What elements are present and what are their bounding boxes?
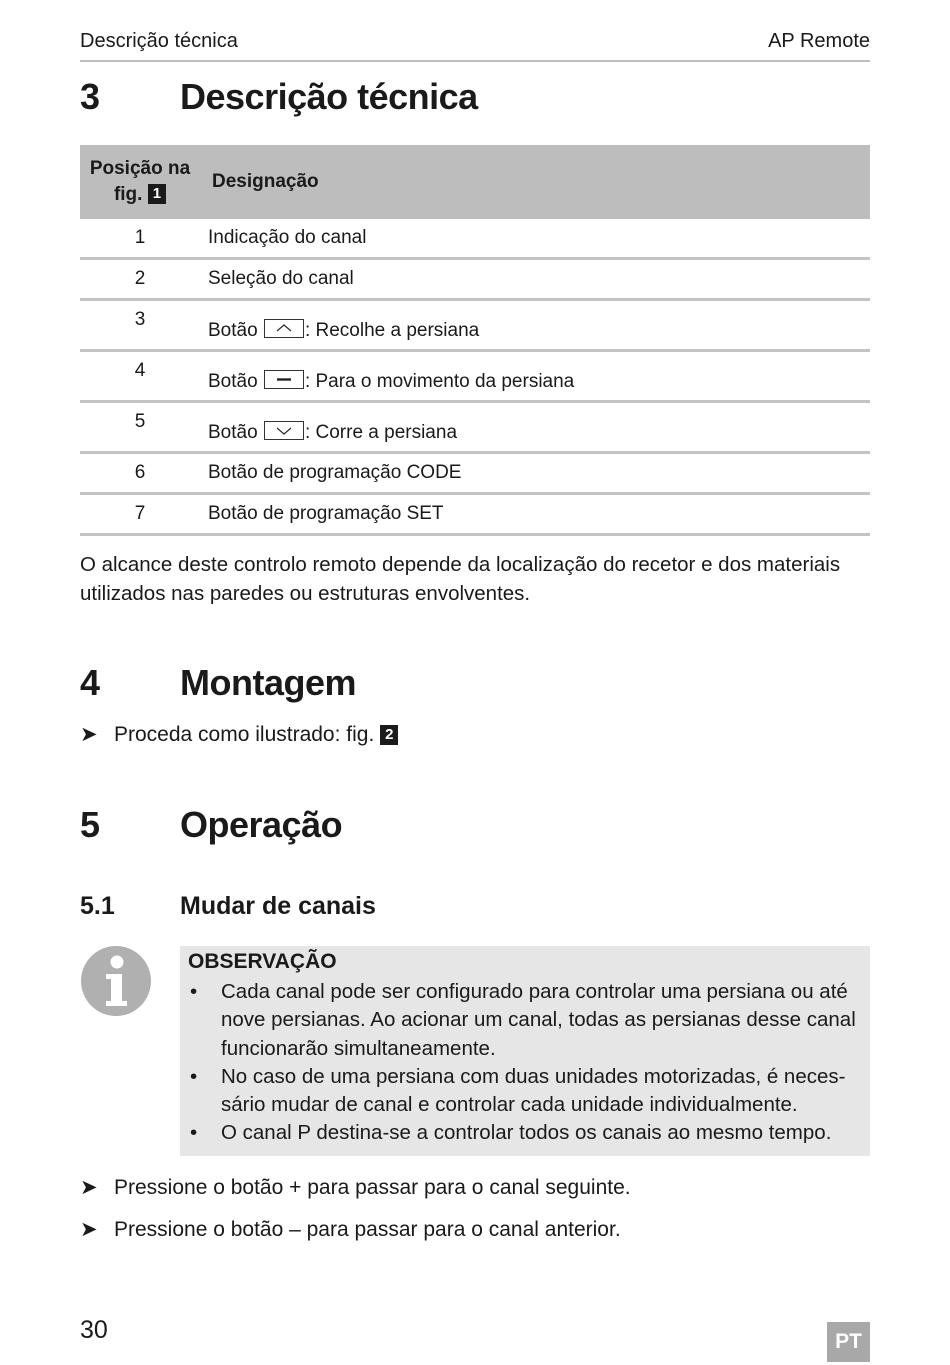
table-row [80, 219, 870, 259]
row-designation [200, 402, 870, 453]
note-list [188, 978, 864, 1148]
note-box [180, 946, 870, 1156]
section-number: 5 [80, 804, 100, 845]
section-number: 5.1 [80, 892, 115, 920]
header-product-name: AP Remote [768, 30, 870, 52]
list-item: • No caso de uma persiana com duas unidades motorizadas, é neces-sário mudar de canal e controlar cada unidade individualmente. [188, 1063, 864, 1120]
row-position: 2 [80, 259, 200, 300]
table-row [80, 453, 870, 494]
column-header-position [80, 145, 200, 219]
row-position: 4 [80, 351, 200, 402]
row-designation: Botão de programação CODE [200, 453, 870, 494]
step-text: Pressione o botão + para passar para o canal seguinte. [114, 1176, 631, 1199]
manual-page [80, 0, 870, 1365]
row-designation: Botão de programação SET [200, 494, 870, 535]
minus-icon [264, 370, 304, 389]
instruction-step [80, 1175, 631, 1200]
row-designation [200, 300, 870, 351]
section-number: 3 [80, 76, 100, 117]
row-prefix: Botão [208, 422, 258, 443]
range-paragraph: O alcance deste controlo remoto depende da localização do recetor e dos materiais utilizados nas paredes ou estruturas envolventes. [80, 553, 841, 605]
technical-description-table [80, 145, 870, 536]
row-designation: Indicação do canal [200, 219, 870, 259]
step-text: Proceda como ilustrado: fig. [114, 723, 375, 746]
step-arrow-icon: ➤ [80, 723, 98, 746]
running-header [80, 30, 870, 62]
step-arrow-icon: ➤ [80, 1176, 98, 1199]
figure-reference-badge: 2 [380, 725, 398, 745]
column-header-designation: Designação [200, 145, 870, 219]
step-text: Pressione o botão – para passar para o canal anterior. [114, 1218, 621, 1241]
row-prefix: Botão [208, 371, 258, 392]
list-item: • Cada canal pode ser configurado para controlar uma persiana ou até nove persianas. Ao acionar um canal, todas as persianas desse canal funcionarão simultaneamente. [188, 978, 864, 1063]
list-item: • O canal P destina-se a controlar todos os canais ao mesmo tempo. [188, 1119, 864, 1147]
figure-reference-badge: 1 [148, 184, 166, 204]
table-header-row [80, 145, 870, 219]
row-position: 1 [80, 219, 200, 259]
step-arrow-icon: ➤ [80, 1218, 98, 1241]
row-designation [200, 351, 870, 402]
row-designation-text: : Recolhe a persiana [304, 320, 480, 341]
section-title: Montagem [180, 662, 356, 703]
table-row [80, 300, 870, 351]
row-designation-text: : Corre a persiana [304, 422, 458, 443]
row-prefix: Botão [208, 320, 258, 341]
table-row [80, 351, 870, 402]
header-section-title: Descrição técnica [80, 30, 238, 52]
section-number: 4 [80, 662, 100, 703]
chevron-down-icon [264, 421, 304, 440]
row-position: 6 [80, 453, 200, 494]
page-number: 30 [80, 1316, 108, 1344]
note-title: OBSERVAÇÃO [188, 950, 337, 973]
instruction-step [80, 722, 398, 747]
table-row [80, 259, 870, 300]
section-title: Operação [180, 804, 343, 845]
column-header-position-line1: Posição na [89, 158, 191, 179]
row-designation-text: : Para o movimento da persiana [304, 371, 575, 392]
chevron-up-icon [264, 319, 304, 338]
section-title: Descrição técnica [180, 76, 478, 117]
info-icon [80, 945, 152, 1017]
instruction-step [80, 1217, 621, 1242]
table-row [80, 494, 870, 535]
row-designation: Seleção do canal [200, 259, 870, 300]
table-row [80, 402, 870, 453]
row-position: 5 [80, 402, 200, 453]
language-badge: PT [827, 1322, 870, 1362]
row-position: 3 [80, 300, 200, 351]
column-header-position-line2: fig. [113, 184, 143, 205]
section-title: Mudar de canais [180, 892, 376, 920]
row-position: 7 [80, 494, 200, 535]
